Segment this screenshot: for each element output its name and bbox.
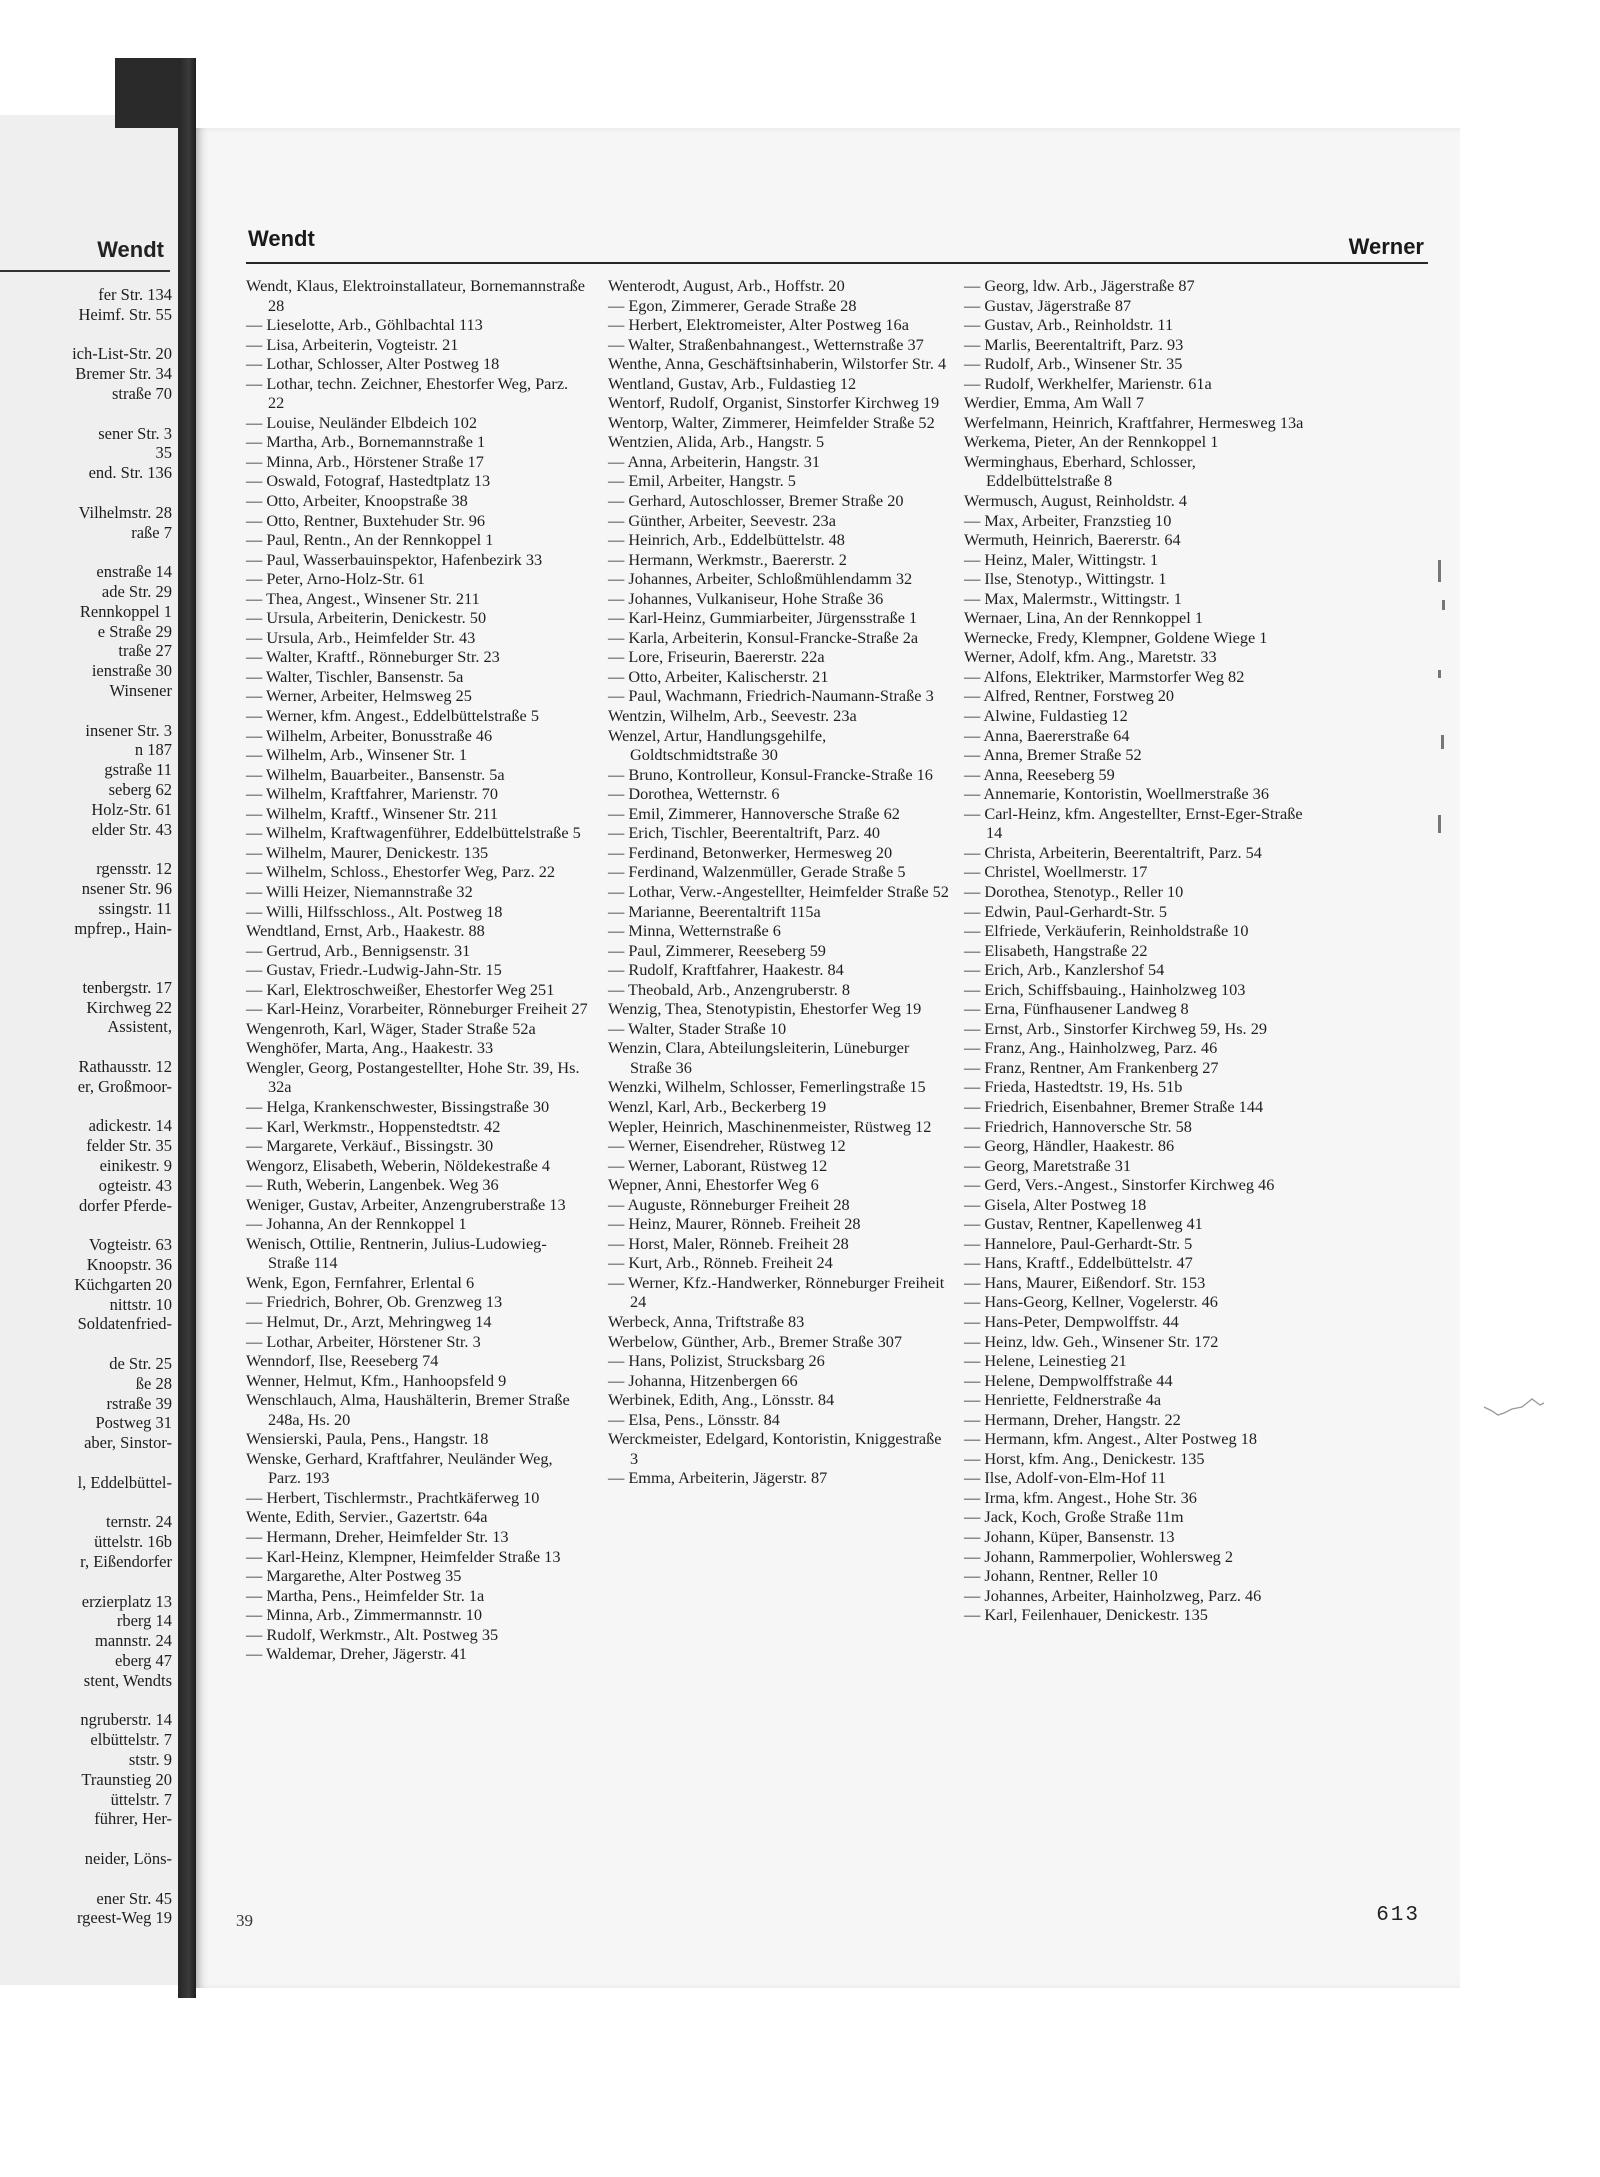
facing-page-line: [0, 1037, 172, 1057]
directory-entry: — Hans, Maurer, Eißendorf. Str. 153: [964, 1272, 1206, 1292]
directory-entry: — Helmut, Dr., Arzt, Mehringweg 14: [246, 1311, 492, 1331]
directory-entry: Wepner, Anni, Ehestorfer Weg 6: [608, 1175, 819, 1195]
directory-entry: — Hans, Kraftf., Eddelbüttelstr. 47: [964, 1253, 1193, 1273]
directory-entry: Wenner, Helmut, Kfm., Hanhoopsfeld 9: [246, 1370, 507, 1390]
facing-page-line: [0, 1691, 172, 1711]
directory-entry: — Walter, Tischler, Bansenstr. 5a: [246, 666, 464, 686]
directory-entry: — Max, Arbeiter, Franzstieg 10: [964, 510, 1172, 530]
page-header-right: Werner: [1348, 234, 1424, 259]
directory-entry: — Georg, ldw. Arb., Jägerstraße 87: [964, 276, 1195, 295]
facing-page-line: [0, 938, 172, 958]
facing-page-line: end. Str. 136: [88, 463, 172, 483]
directory-entry: — Paul, Rentn., An der Rennkoppel 1: [246, 530, 494, 550]
facing-page-line: nittstr. 10: [109, 1294, 172, 1314]
facing-page-line: ngruberstr. 14: [80, 1710, 172, 1730]
facing-page-line: Rathausstr. 12: [78, 1057, 172, 1077]
directory-entry: — Karl, Feilenhauer, Denickestr. 135: [964, 1605, 1208, 1625]
footer-signature: 39: [236, 1911, 253, 1930]
directory-entry: — Paul, Wasserbauinspektor, Hafenbezirk 33: [246, 549, 543, 569]
directory-entry: Wernecke, Fredy, Klempner, Goldene Wiege 1: [964, 627, 1268, 647]
page-header-left: Wendt: [248, 226, 315, 251]
directory-entry: — Waldemar, Dreher, Jägerstr. 41: [246, 1644, 467, 1664]
facing-page-line: erzierplatz 13: [81, 1591, 172, 1611]
directory-entry: — Walter, Stader Straße 10: [608, 1018, 787, 1038]
directory-entry: — Georg, Maretstraße 31: [964, 1155, 1131, 1175]
directory-entry: — Werner, kfm. Angest., Eddelbüttelstraße 5: [246, 706, 539, 726]
directory-entry: — Karl-Heinz, Gummiarbeiter, Jürgensstraße 1: [608, 608, 918, 628]
directory-entry: — Hermann, Dreher, Hangstr. 22: [964, 1409, 1181, 1429]
directory-entry: — Johanna, Hitzenbergen 66: [608, 1370, 798, 1390]
facing-page-line: ade Str. 29: [101, 581, 172, 601]
facing-page-line: gstraße 11: [104, 760, 172, 780]
directory-entry: — Walter, Kraftf., Rönneburger Str. 23: [246, 647, 500, 667]
directory-entry: — Edwin, Paul-Gerhardt-Str. 5: [964, 901, 1168, 921]
facing-page-line: r, Eißendorfer: [80, 1552, 172, 1571]
directory-entry: — Dorothea, Stenotyp., Reller 10: [964, 881, 1184, 901]
directory-entry: — Ferdinand, Walzenmüller, Gerade Straße 5: [608, 862, 906, 882]
directory-entry: Werdier, Emma, Am Wall 7: [964, 393, 1144, 413]
directory-entry: — Johanna, An der Rennkoppel 1: [246, 1214, 467, 1234]
directory-entry: — Herbert, Tischlermstr., Prachtkäferweg 10: [246, 1487, 540, 1507]
directory-entry: — Paul, Wachmann, Friedrich-Naumann-Straße 3: [608, 686, 934, 706]
directory-entry: — Emil, Zimmerer, Hannoversche Straße 62: [608, 803, 900, 823]
facing-page-line: aber, Sinstor-: [84, 1433, 172, 1453]
directory-entry: — Emma, Arbeiterin, Jägerstr. 87: [608, 1468, 828, 1488]
directory-entry: — Karl-Heinz, Vorarbeiter, Rönneburger Freiheit 27: [246, 999, 588, 1019]
facing-page-line: führer, Her-: [94, 1809, 172, 1829]
directory-entry: — Paul, Zimmerer, Reeseberg 59: [608, 940, 826, 960]
directory-entry: Wengler, Georg, Postangestellter, Hohe Str. 39, Hs. 32a: [246, 1057, 580, 1097]
facing-page-line: Postweg 31: [95, 1413, 172, 1433]
directory-entry: Werbeck, Anna, Triftstraße 83: [608, 1311, 805, 1331]
directory-entry: — Jack, Koch, Große Straße 11m: [964, 1507, 1184, 1527]
directory-entry: — Ursula, Arb., Heimfelder Str. 43: [246, 627, 476, 647]
directory-entry: — Rudolf, Kraftfahrer, Haakestr. 84: [608, 960, 844, 980]
facing-page-line: traße 27: [118, 641, 172, 661]
directory-entry: — Hans, Polizist, Strucksbarg 26: [608, 1351, 825, 1371]
directory-entry: Werbinek, Edith, Ang., Lönsstr. 84: [608, 1390, 835, 1410]
directory-entry: — Minna, Arb., Zimmermannstr. 10: [246, 1605, 483, 1625]
directory-entry: Wentorp, Walter, Zimmerer, Heimfelder Straße 52: [608, 412, 935, 432]
directory-entry: Wenzig, Thea, Stenotypistin, Ehestorfer Weg 19: [608, 999, 922, 1019]
directory-entry: — Helene, Dempwolffstraße 44: [964, 1370, 1173, 1390]
directory-entry: Wermusch, August, Reinholdstr. 4: [964, 491, 1187, 511]
facing-page-line: dorfer Pferde-: [79, 1195, 172, 1215]
directory-entry: Wenzin, Clara, Abteilungsleiterin, Lüneburger Straße 36: [608, 1038, 910, 1077]
directory-entry: Wenzki, Wilhelm, Schlosser, Femerlingstraße 15: [608, 1077, 926, 1097]
facing-page-line: Vilhelmstr. 28: [78, 502, 172, 522]
directory-entry: Wenzel, Artur, Handlungsgehilfe, Goldtschmidtstraße 30: [608, 725, 827, 765]
facing-page-line: [0, 1334, 172, 1354]
directory-entry: Wentzin, Wilhelm, Arb., Seevestr. 23a: [608, 706, 857, 726]
facing-page-line: tenbergstr. 17: [82, 977, 172, 997]
entry-column-2: [608, 276, 950, 1488]
facing-page-line: rgensstr. 12: [96, 859, 172, 879]
directory-entry: — Anna, Reeseberg 59: [964, 764, 1115, 784]
directory-entry: — Otto, Rentner, Buxtehuder Str. 96: [246, 510, 486, 530]
directory-entry: — Johann, Küper, Bansenstr. 13: [964, 1527, 1175, 1546]
directory-entry: — Lore, Friseurin, Baererstr. 22a: [608, 647, 825, 667]
facing-page-line: stent, Wendts: [83, 1670, 172, 1690]
directory-entry: Wendtland, Ernst, Arb., Haakestr. 88: [246, 921, 485, 941]
directory-entry: — Theobald, Arb., Anzengruberstr. 8: [608, 979, 851, 999]
facing-page-line: mannstr. 24: [95, 1631, 172, 1651]
facing-page-lines: [0, 285, 172, 1928]
directory-entry: — Friedrich, Bohrer, Ob. Grenzweg 13: [246, 1292, 503, 1312]
directory-entry: — Anna, Bremer Straße 52: [964, 745, 1142, 765]
directory-entry: Wentzien, Alida, Arb., Hangstr. 5: [608, 432, 825, 452]
directory-entry: — Alfred, Rentner, Forstweg 20: [964, 686, 1175, 706]
directory-entry: — Oswald, Fotograf, Hastedtplatz 13: [246, 471, 491, 491]
directory-entry: — Alwine, Fuldastieg 12: [964, 706, 1128, 726]
directory-entry: — Herbert, Elektromeister, Alter Postweg 16a: [608, 315, 909, 335]
directory-entry: — Rudolf, Werkhelfer, Marienstr. 61a: [964, 373, 1212, 393]
directory-entry: Wenisch, Ottilie, Rentnerin, Julius-Ludowieg-Straße 114: [246, 1233, 547, 1273]
facing-page-line: Assistent,: [107, 1017, 172, 1037]
facing-page-line: ener Str. 45: [96, 1888, 172, 1908]
facing-page-line: eberg 47: [115, 1650, 172, 1670]
directory-entry: Wenterodt, August, Arb., Hoffstr. 20: [608, 276, 845, 295]
facing-page-line: Heimf. Str. 55: [78, 304, 172, 324]
facing-page-line: sener Str. 3: [98, 423, 172, 443]
facing-page-line: [0, 958, 172, 978]
directory-entry: — Minna, Arb., Hörstener Straße 17: [246, 451, 484, 471]
facing-page-fragment: [0, 115, 178, 1985]
facing-page-line: ich-List-Str. 20: [72, 344, 172, 364]
facing-page-line: nsener Str. 96: [81, 878, 172, 898]
pencil-mark-icon: [1482, 1385, 1552, 1425]
facing-page-line: rgeest-Weg 19: [76, 1908, 172, 1928]
directory-entry: — Helene, Leinestieg 21: [964, 1351, 1127, 1371]
directory-entry: — Gertrud, Arb., Bennigsenstr. 31: [246, 940, 471, 960]
facing-page-line: l, Eddelbüttel-: [77, 1472, 172, 1492]
facing-page-line: [0, 1829, 172, 1849]
entry-column-3: [964, 276, 1306, 1625]
facing-page-line: Holz-Str. 61: [91, 799, 172, 819]
directory-entry: — Emil, Arbeiter, Hangstr. 5: [608, 471, 796, 491]
directory-entry: — Werner, Arbeiter, Helmsweg 25: [246, 686, 472, 706]
directory-entry: — Wilhelm, Maurer, Denickestr. 135: [246, 842, 489, 862]
facing-page-line: [0, 404, 172, 424]
directory-entry: Wensierski, Paula, Pens., Hangstr. 18: [246, 1429, 489, 1449]
directory-entry: — Alfons, Elektriker, Marmstorfer Weg 82: [964, 666, 1245, 686]
directory-entry: — Hermann, Dreher, Heimfelder Str. 13: [246, 1527, 509, 1546]
directory-entry: — Elfriede, Verkäuferin, Reinholdstraße 10: [964, 921, 1249, 941]
directory-entry: Wendt, Klaus, Elektroinstallateur, Bornemannstraße 28: [246, 276, 585, 315]
directory-entry: — Helga, Krankenschwester, Bissingstraße 30: [246, 1096, 550, 1116]
directory-entry: — Elisabeth, Hangstraße 22: [964, 940, 1148, 960]
directory-entry: — Ernst, Arb., Sinstorfer Kirchweg 59, Hs. 29: [964, 1018, 1267, 1038]
directory-entry: — Friedrich, Hannoversche Str. 58: [964, 1116, 1192, 1136]
facing-page-line: enstraße 14: [96, 562, 172, 582]
directory-entry: — Gisela, Alter Postweg 18: [964, 1194, 1147, 1214]
directory-entry: — Gustav, Jägerstraße 87: [964, 295, 1132, 315]
directory-entry: — Lothar, Arbeiter, Hörstener Str. 3: [246, 1331, 481, 1351]
facing-page-header-rule: [0, 270, 170, 272]
directory-entry: — Bruno, Kontrolleur, Konsul-Francke-Straße 16: [608, 764, 933, 784]
directory-entry: — Johannes, Arbeiter, Hainholzweg, Parz. 46: [964, 1585, 1262, 1605]
facing-page-line: [0, 483, 172, 503]
directory-entry: — Werner, Kfz.-Handwerker, Rönneburger Freiheit 24: [608, 1272, 945, 1312]
directory-entry: — Horst, Maler, Rönneb. Freiheit 28: [608, 1233, 849, 1253]
facing-page-line: adickestr. 14: [88, 1116, 172, 1136]
facing-page-line: mpfrep., Hain-: [74, 918, 172, 938]
facing-page-line: Küchgarten 20: [74, 1274, 172, 1294]
directory-entry: — Margarete, Verkäuf., Bissingstr. 30: [246, 1136, 494, 1156]
directory-entry: — Carl-Heinz, kfm. Angestellter, Ernst-Eger-Straße 14: [964, 803, 1303, 843]
facing-page-line: [0, 1097, 172, 1117]
facing-page-line: felder Str. 35: [86, 1136, 172, 1156]
facing-page-line: Winsener: [109, 680, 172, 700]
directory-entry: — Erna, Fünfhausener Landweg 8: [964, 999, 1189, 1019]
directory-entry: — Hannelore, Paul-Gerhardt-Str. 5: [964, 1233, 1193, 1253]
facing-page-line: neider, Löns-: [84, 1848, 172, 1868]
directory-entry: — Anna, Arbeiterin, Hangstr. 31: [608, 451, 821, 471]
directory-entry: — Hans-Peter, Dempwolffstr. 44: [964, 1311, 1179, 1331]
directory-entry: Werbelow, Günther, Arb., Bremer Straße 307: [608, 1331, 903, 1351]
directory-entry: — Heinz, ldw. Geh., Winsener Str. 172: [964, 1331, 1219, 1351]
directory-entry: — Franz, Rentner, Am Frankenberg 27: [964, 1057, 1219, 1077]
directory-entry: — Karl, Elektroschweißer, Ehestorfer Weg 251: [246, 979, 555, 999]
facing-page-line: straße 70: [111, 383, 172, 403]
facing-page-line: e Straße 29: [97, 621, 172, 641]
directory-entry: — Ruth, Weberin, Langenbek. Weg 36: [246, 1175, 499, 1195]
directory-entry: — Gustav, Arb., Reinholdstr. 11: [964, 315, 1174, 335]
directory-entry: — Johannes, Arbeiter, Schloßmühlendamm 32: [608, 569, 913, 589]
directory-entry: — Otto, Arbeiter, Knoopstraße 38: [246, 491, 468, 511]
directory-entry: — Margarethe, Alter Postweg 35: [246, 1566, 462, 1586]
facing-page-line: elbüttelstr. 7: [90, 1730, 172, 1750]
book-spine: [178, 58, 196, 1998]
directory-entry: — Karla, Arbeiterin, Konsul-Francke-Straße 2a: [608, 627, 919, 647]
directory-entry: — Günther, Arbeiter, Seevestr. 23a: [608, 510, 836, 530]
directory-entry: — Marianne, Beerentaltrift 115a: [608, 901, 821, 921]
directory-entry: — Dorothea, Wetternstr. 6: [608, 784, 780, 804]
directory-entry: — Lothar, Verw.-Angestellter, Heimfelder Straße 52: [608, 881, 949, 901]
directory-entry: — Johannes, Vulkaniseur, Hohe Straße 36: [608, 588, 884, 608]
directory-entry: — Thea, Angest., Winsener Str. 211: [246, 588, 480, 608]
directory-entry: — Wilhelm, Kraftfahrer, Marienstr. 70: [246, 784, 499, 804]
directory-entry: — Annemarie, Kontoristin, Woellmerstraße 36: [964, 784, 1269, 804]
directory-entry: Werner, Adolf, kfm. Ang., Maretstr. 33: [964, 647, 1217, 667]
directory-entry: — Rudolf, Arb., Winsener Str. 35: [964, 354, 1183, 374]
directory-entry: — Ilse, Adolf-von-Elm-Hof 11: [964, 1468, 1166, 1488]
directory-entry: Wermuth, Heinrich, Baererstr. 64: [964, 530, 1181, 550]
directory-entry: — Franz, Ang., Hainholzweg, Parz. 46: [964, 1038, 1218, 1058]
directory-entry: — Erich, Tischler, Beerentaltrift, Parz. 40: [608, 823, 880, 843]
directory-entry: — Gustav, Friedr.-Ludwig-Jahn-Str. 15: [246, 960, 502, 980]
directory-entry: — Auguste, Rönneburger Freiheit 28: [608, 1194, 850, 1214]
directory-entry: Wenzl, Karl, Arb., Beckerberg 19: [608, 1096, 827, 1116]
directory-entry: Wenschlauch, Alma, Haushälterin, Bremer Straße 248a, Hs. 20: [246, 1390, 570, 1429]
facing-page-line: Knoopstr. 36: [86, 1255, 172, 1275]
facing-page-line: rberg 14: [116, 1611, 172, 1631]
facing-page-line: üttelstr. 7: [110, 1789, 172, 1809]
directory-entry: — Horst, kfm. Ang., Denickestr. 135: [964, 1448, 1205, 1468]
facing-page-line: raße 7: [131, 522, 172, 542]
directory-entry: — Wilhelm, Bauarbeiter., Bansenstr. 5a: [246, 764, 505, 784]
directory-entry: — Willi, Hilfsschloss., Alt. Postweg 18: [246, 901, 503, 921]
directory-entry: Wengenroth, Karl, Wäger, Stader Straße 52a: [246, 1018, 536, 1038]
facing-page-line: [0, 1869, 172, 1889]
directory-entry: — Wilhelm, Kraftf., Winsener Str. 211: [246, 803, 499, 823]
directory-entry: Wente, Edith, Servier., Gazertstr. 64a: [246, 1507, 488, 1527]
directory-entry: — Gerd, Vers.-Angest., Sinstorfer Kirchweg 46: [964, 1175, 1275, 1195]
facing-page-line: [0, 1572, 172, 1592]
facing-page-line: einikestr. 9: [99, 1156, 172, 1176]
facing-page-line: Traunstieg 20: [81, 1769, 172, 1789]
directory-entry: — Lothar, Schlosser, Alter Postweg 18: [246, 354, 500, 374]
directory-entry: — Hans-Georg, Kellner, Vogelerstr. 46: [964, 1292, 1218, 1312]
directory-entry: Werminghaus, Eberhard, Schlosser, Eddelbüttelstraße 8: [964, 451, 1196, 491]
facing-page-line: ienstraße 30: [91, 661, 172, 681]
directory-entry: Wenske, Gerhard, Kraftfahrer, Neuländer Weg, Parz. 193: [246, 1448, 553, 1488]
directory-entry: — Georg, Händler, Haakestr. 86: [964, 1136, 1175, 1156]
directory-entry: — Peter, Arno-Holz-Str. 61: [246, 569, 425, 589]
directory-entry: — Johann, Rentner, Reller 10: [964, 1566, 1158, 1586]
directory-entry: — Karl, Werkmstr., Hoppenstedtstr. 42: [246, 1116, 501, 1136]
directory-entry: — Johann, Rammerpolier, Wohlersweg 2: [964, 1546, 1234, 1566]
facing-page-header: Wendt: [97, 237, 164, 262]
directory-entry: — Gustav, Rentner, Kapellenweg 41: [964, 1214, 1203, 1234]
directory-entry: — Heinz, Maler, Wittingstr. 1: [964, 549, 1159, 569]
directory-entry: Wenndorf, Ilse, Reeseberg 74: [246, 1351, 439, 1371]
facing-page-line: elder Str. 43: [91, 819, 172, 839]
directory-entry: — Wilhelm, Kraftwagenführer, Eddelbüttelstraße 5: [246, 823, 581, 843]
edge-marks: [1438, 560, 1448, 860]
facing-page-line: er, Großmoor-: [77, 1076, 172, 1096]
entry-column-1: [246, 276, 588, 1664]
page-number: 613: [1376, 1904, 1420, 1927]
facing-page-line: [0, 1493, 172, 1513]
directory-entry: — Ferdinand, Betonwerker, Hermesweg 20: [608, 842, 893, 862]
directory-entry: — Heinrich, Arb., Eddelbüttelstr. 48: [608, 530, 845, 550]
facing-page-line: ße 28: [135, 1373, 172, 1393]
facing-page-line: fer Str. 134: [98, 285, 172, 304]
facing-page-line: [0, 325, 172, 345]
facing-page-line: [0, 1453, 172, 1473]
facing-page-line: ogteistr. 43: [98, 1175, 172, 1195]
directory-entry: — Hermann, Werkmstr., Baererstr. 2: [608, 549, 847, 569]
directory-entry: Wengorz, Elisabeth, Weberin, Nöldekestraße 4: [246, 1155, 551, 1175]
directory-entry: — Walter, Straßenbahnangest., Wetternstraße 37: [608, 334, 924, 354]
facing-page-line: Vogteistr. 63: [88, 1235, 172, 1255]
directory-page: [196, 128, 1460, 1988]
directory-entry: — Irma, kfm. Angest., Hohe Str. 36: [964, 1487, 1197, 1507]
directory-entry: — Ursula, Arbeiterin, Denickestr. 50: [246, 608, 487, 628]
directory-entry: — Wilhelm, Arbeiter, Bonusstraße 46: [246, 725, 493, 745]
directory-entry: — Lieselotte, Arb., Göhlbachtal 113: [246, 315, 483, 335]
directory-entry: Wentland, Gustav, Arb., Fuldastieg 12: [608, 373, 857, 393]
directory-entry: — Egon, Zimmerer, Gerade Straße 28: [608, 295, 857, 315]
directory-entry: — Werner, Laborant, Rüstweg 12: [608, 1155, 828, 1175]
directory-entry: Weniger, Gustav, Arbeiter, Anzengruberstraße 13: [246, 1194, 566, 1214]
directory-entry: — Christel, Woellmerstr. 17: [964, 862, 1148, 882]
facing-page-line: rstraße 39: [106, 1393, 172, 1413]
facing-page-line: [0, 701, 172, 721]
directory-entry: Werkema, Pieter, An der Rennkoppel 1: [964, 432, 1219, 452]
directory-entry: — Christa, Arbeiterin, Beerentaltrift, Parz. 54: [964, 842, 1262, 862]
directory-entry: — Erich, Arb., Kanzlershof 54: [964, 960, 1165, 980]
directory-entry: Werckmeister, Edelgard, Kontoristin, Kniggestraße 3: [608, 1429, 942, 1468]
facing-page-line: Soldatenfried-: [77, 1314, 172, 1334]
directory-entry: — Rudolf, Werkmstr., Alt. Postweg 35: [246, 1624, 499, 1644]
directory-entry: Wentorf, Rudolf, Organist, Sinstorfer Kirchweg 19: [608, 393, 940, 413]
directory-entry: — Karl-Heinz, Klempner, Heimfelder Straße 13: [246, 1546, 561, 1566]
directory-entry: — Henriette, Feldnerstraße 4a: [964, 1390, 1162, 1410]
directory-entry: — Willi Heizer, Niemannstraße 32: [246, 881, 473, 901]
facing-page-line: Rennkoppel 1: [79, 601, 172, 621]
facing-page-line: de Str. 25: [109, 1354, 172, 1374]
facing-page-line: seberg 62: [108, 779, 172, 799]
directory-entry: — Friedrich, Eisenbahner, Bremer Straße 144: [964, 1096, 1264, 1116]
directory-entry: — Lisa, Arbeiterin, Vogteistr. 21: [246, 334, 459, 354]
directory-entry: Wernaer, Lina, An der Rennkoppel 1: [964, 608, 1204, 628]
directory-entry: — Hermann, kfm. Angest., Alter Postweg 18: [964, 1429, 1258, 1449]
directory-entry: — Frieda, Hastedtstr. 19, Hs. 51b: [964, 1077, 1183, 1097]
facing-page-line: [0, 839, 172, 859]
directory-entry: Werfelmann, Heinrich, Kraftfahrer, Hermesweg 13a: [964, 412, 1304, 432]
directory-entry: — Kurt, Arb., Rönneb. Freiheit 24: [608, 1253, 833, 1273]
directory-entry: — Wilhelm, Arb., Winsener Str. 1: [246, 745, 468, 765]
directory-entry: Wenk, Egon, Fernfahrer, Erlental 6: [246, 1272, 475, 1292]
directory-entry: Wenthe, Anna, Geschäftsinhaberin, Wilstorfer Str. 4: [608, 354, 947, 374]
facing-page-line: Bremer Str. 34: [75, 364, 172, 384]
facing-page-line: insener Str. 3: [85, 720, 172, 740]
directory-entry: — Max, Malermstr., Wittingstr. 1: [964, 588, 1182, 608]
facing-page-line: [0, 1215, 172, 1235]
facing-page-line: Kirchweg 22: [86, 997, 172, 1017]
directory-entry: — Anna, Baererstraße 64: [964, 725, 1130, 745]
facing-page-line: [0, 542, 172, 562]
directory-entry: — Marlis, Beerentaltrift, Parz. 93: [964, 334, 1184, 354]
facing-page-line: 35: [155, 443, 172, 463]
facing-page-line: ssingstr. 11: [98, 898, 172, 918]
directory-entry: — Werner, Eisendreher, Rüstweg 12: [608, 1136, 846, 1156]
directory-entry: — Lothar, techn. Zeichner, Ehestorfer Weg, Parz. 22: [246, 373, 569, 413]
facing-page-line: n 187: [134, 740, 172, 760]
directory-entry: — Erich, Schiffsbauing., Hainholzweg 103: [964, 979, 1246, 999]
directory-entry: — Heinz, Maurer, Rönneb. Freiheit 28: [608, 1214, 861, 1234]
directory-entry: Wepler, Heinrich, Maschinenmeister, Rüstweg 12: [608, 1116, 932, 1136]
facing-page-line: ststr. 9: [128, 1749, 172, 1769]
directory-entry: — Gerhard, Autoschlosser, Bremer Straße 20: [608, 491, 904, 511]
facing-page-line: ternstr. 24: [106, 1512, 172, 1532]
directory-entry: — Martha, Arb., Bornemannstraße 1: [246, 432, 486, 452]
directory-entry: — Louise, Neuländer Elbdeich 102: [246, 412, 478, 432]
directory-entry: — Ilse, Stenotyp., Wittingstr. 1: [964, 569, 1167, 589]
directory-entry: — Elsa, Pens., Lönsstr. 84: [608, 1409, 780, 1429]
header-rule: [246, 262, 1428, 264]
directory-entry: — Otto, Arbeiter, Kalischerstr. 21: [608, 666, 829, 686]
directory-entry: — Wilhelm, Schloss., Ehestorfer Weg, Parz. 22: [246, 862, 555, 882]
facing-page-line: üttelstr. 16b: [94, 1532, 172, 1552]
directory-entry: — Martha, Pens., Heimfelder Str. 1a: [246, 1585, 485, 1605]
directory-entry: — Minna, Wetternstraße 6: [608, 921, 781, 941]
directory-entry: Wenghöfer, Marta, Ang., Haakestr. 33: [246, 1038, 494, 1058]
